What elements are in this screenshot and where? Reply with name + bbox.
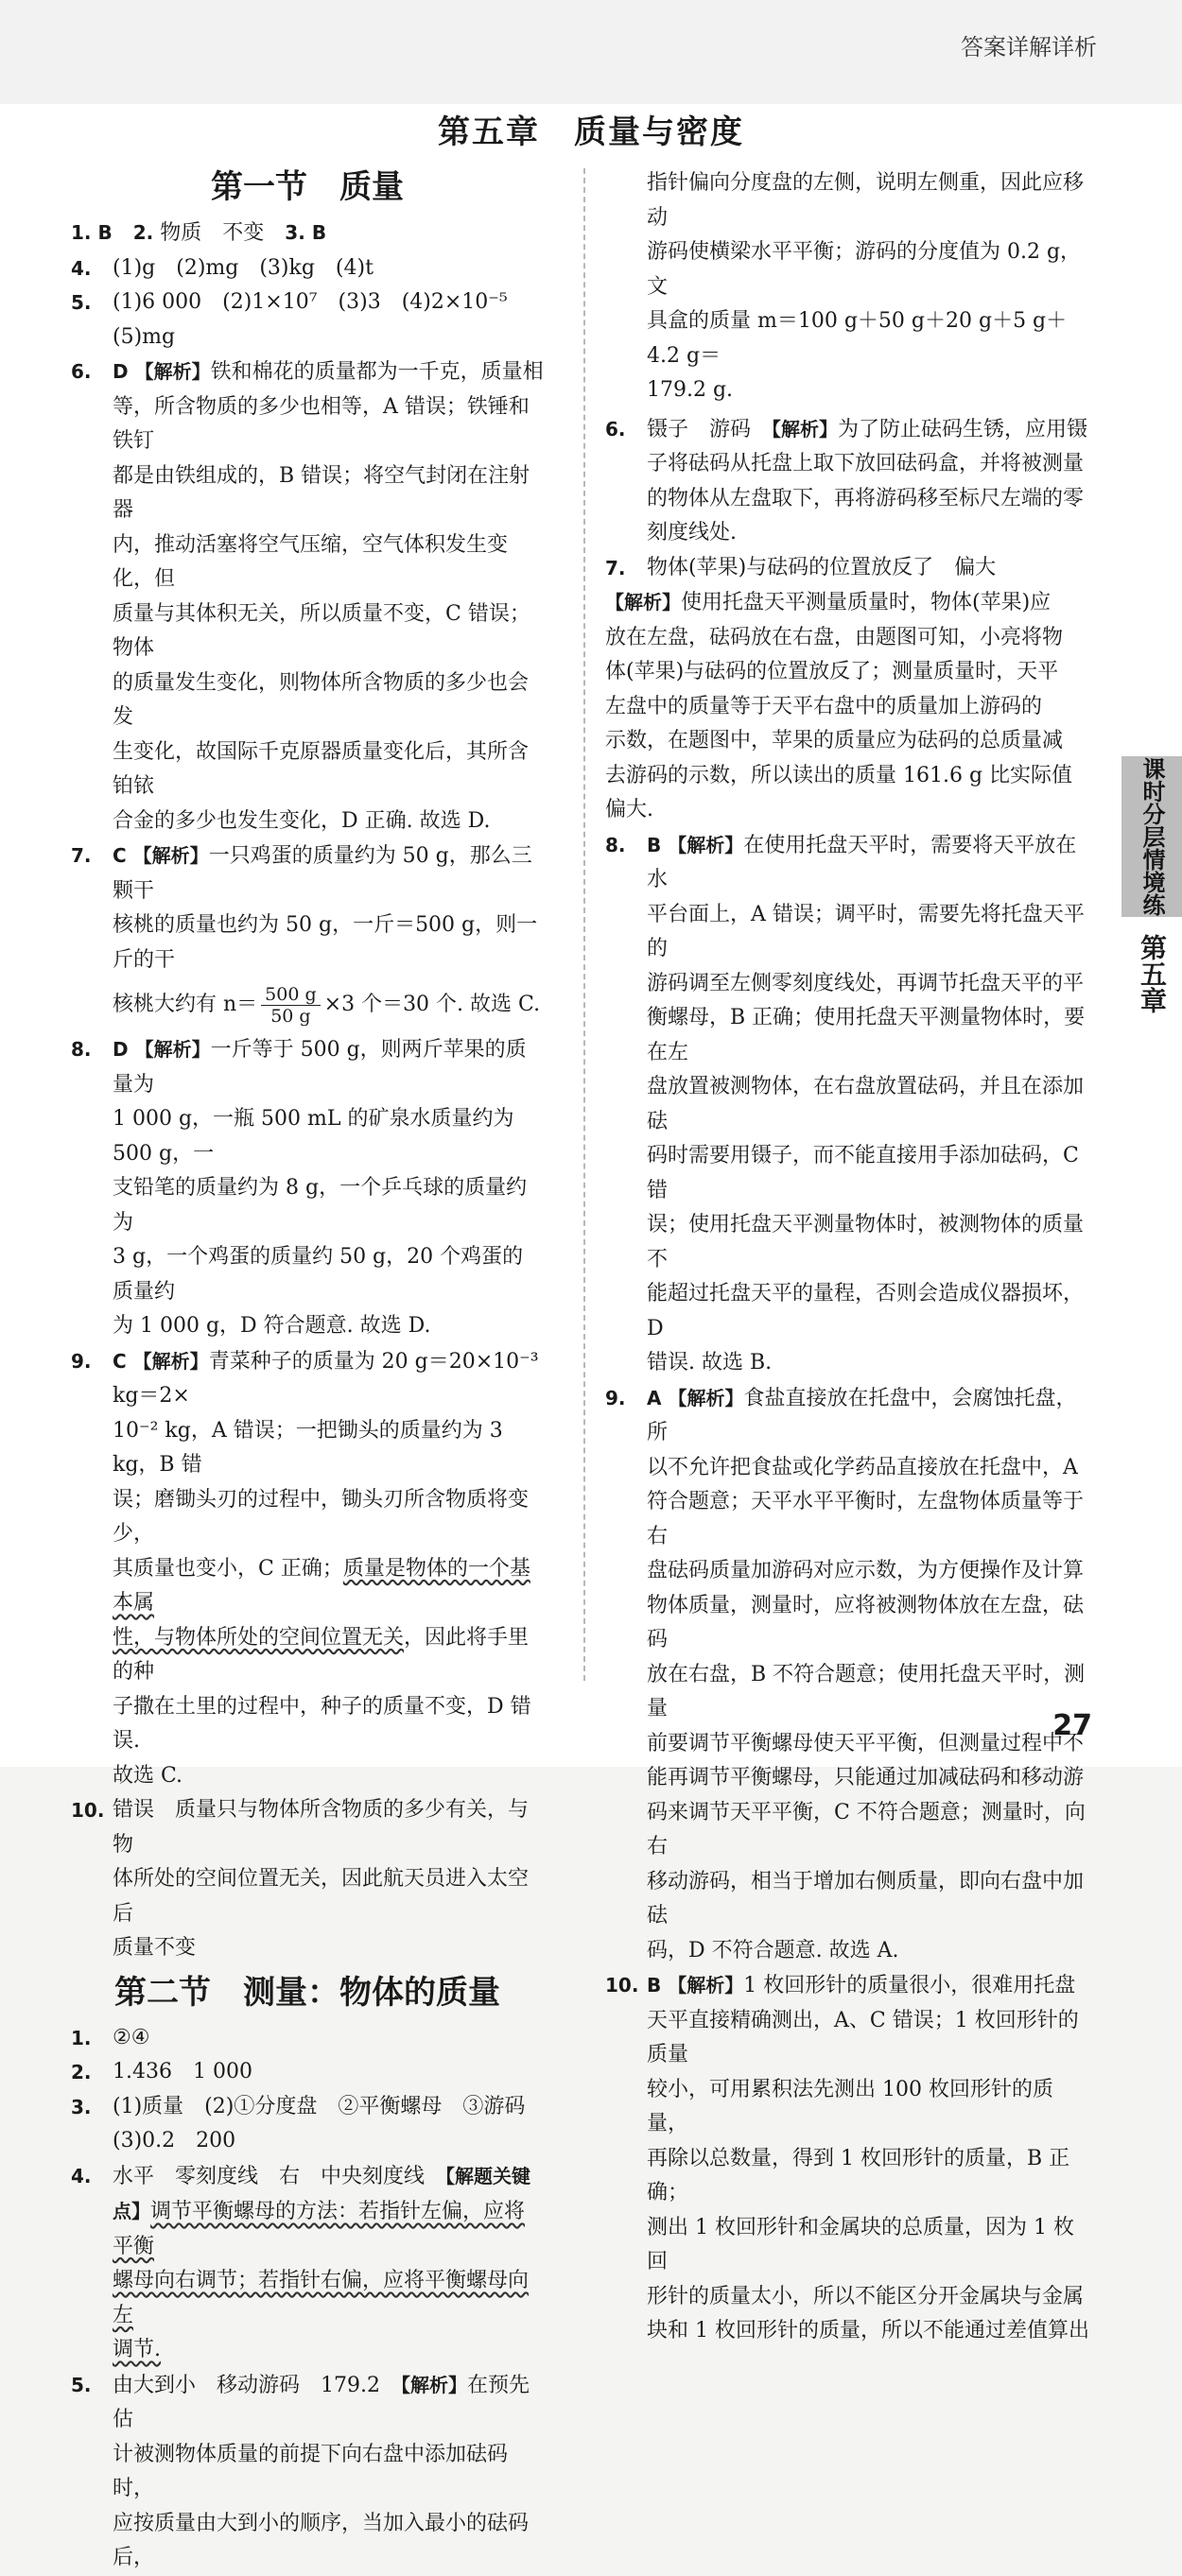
answer-line: 左盘中的质量等于天平右盘中的质量加上游码的 (605, 694, 1043, 718)
column-divider (583, 168, 585, 1681)
answer-line: 移动游码，相当于增加右侧质量，即向右盘中加砝 (647, 1869, 1085, 1928)
answer-item (71, 1793, 544, 1966)
key-point-underline: 螺母向右调节；若指针右偏，应将平衡螺母向左 (113, 2269, 530, 2327)
side-tab-chapter: 第五章 (1137, 934, 1168, 1013)
section-2-title: 第二节 测量：物体的质量 (114, 1973, 500, 2012)
answer-item (605, 412, 1092, 551)
answer-line: 码来调节天平平衡，C 不符合题意；测量时，向右 (647, 1800, 1086, 1859)
key-point-underline: 性，与物体所处的空间位置无关 (113, 1625, 405, 1650)
question-number: 8. (605, 833, 626, 856)
answer-line: 平台面上，A 错误；调平时，需要先将托盘天平的 (647, 902, 1085, 960)
answer-line: 子撒在土里的过程中，种子的质量不变，D 错误. (113, 1694, 531, 1753)
answer-line: 核桃大约有 n＝ (113, 993, 258, 1016)
answer-item (71, 838, 544, 1032)
answer-text (113, 2159, 544, 2195)
answer-segment: 水平 零刻度线 右 中央刻度线 (113, 2164, 446, 2188)
answer-line: 块和 1 枚回形针的质量，所以不能通过差值算出 (647, 2319, 1089, 2343)
answer-line: 去游码的示数，所以读出的质量 161.6 g 比实际值 (605, 763, 1073, 787)
answer-line: 内，推动活塞将空气压缩，空气体积发生变化，但 (113, 532, 509, 591)
answer-text: (1)g (2)mg (3)kg (4)t (113, 255, 374, 280)
answer-line: 能超过托盘天平的量程，否则会造成仪器损坏，D (647, 1282, 1085, 1340)
answer-item (71, 2055, 544, 2090)
answer: B (311, 221, 327, 244)
answer-line: 10⁻² kg，A 错误；一把锄头的质量约为 3 kg，B 错 (113, 1418, 503, 1477)
answer-line: 的质量发生变化，则物体所含物质的多少也会发 (113, 670, 530, 729)
answer-line: 1 000 g，一瓶 500 mL 的矿泉水质量约为 500 g，一 (113, 1107, 514, 1166)
answer-segment: 使用托盘天平测量质量时，物体(苹果)应 (681, 591, 1052, 614)
question-number: 3. (71, 2095, 92, 2118)
question-number: 2. (71, 2061, 92, 2083)
answer-line: 子将砝码从托盘上取下放回砝码盒，并将被测量 (647, 452, 1085, 475)
answer-line: 刻度线处. (647, 521, 737, 545)
answer-line: 能再调节平衡螺母，只能通过加减砝码和移动游 (647, 1766, 1085, 1789)
analysis-tag: 【解析】 (400, 2373, 467, 2396)
answer-line: 计被测物体质量的前提下向右盘中添加砝码时， (113, 2442, 509, 2500)
question-number: 1. (71, 2026, 92, 2049)
answer-segment: 在预先估 (113, 2373, 530, 2431)
analysis-tag: 【解析】 (132, 1349, 209, 1373)
answer-segment: 由大到小 移动游码 179.2 (113, 2373, 401, 2397)
answer-text (647, 828, 1092, 898)
answer-line: 以不允许把食盐或化学药品直接放在托盘中，A (647, 1455, 1078, 1479)
answer-line: 青菜种子的质量为 20 g＝20×10⁻³ kg＝2× (113, 1349, 539, 1408)
page-number: 27 (1052, 1709, 1092, 1742)
answer-line: 支铅笔的质量约为 8 g，一个乒乓球的质量约为 (113, 1176, 528, 1235)
answer-item (605, 828, 1092, 1381)
fraction (261, 984, 320, 1027)
question-number: 5. (71, 291, 92, 314)
answer-continuation (605, 166, 1092, 408)
answer-line: 前要调节平衡螺母使天平平衡，但测量过程中不 (647, 1731, 1085, 1755)
fraction-denominator: 50 g (270, 1005, 311, 1027)
right-column (605, 166, 1092, 2349)
fraction-numerator: 500 g (261, 984, 320, 1006)
answer-line: 游码调至左侧零刻度线处，再调节托盘天平的平 (647, 971, 1085, 995)
answer-line: 误；使用托盘天平测量物体时，被测物体的质量不 (647, 1213, 1085, 1271)
answer-line: 形针的质量太小，所以不能区分开金属块与金属 (647, 2284, 1085, 2308)
answer-line: 误；磨锄头刃的过程中，锄头刃所含物质将变少， (113, 1487, 530, 1546)
analysis-tag: 【解析】 (134, 1038, 211, 1061)
answer-text (647, 1381, 1092, 1451)
analysis-tag: 【解析】 (668, 833, 744, 856)
answer-line: 一斤等于 500 g，则两斤苹果的质量为 (113, 1038, 527, 1097)
chapter-title: 第五章 质量与密度 (438, 113, 744, 151)
answer-line (113, 2264, 544, 2333)
key-point-underline: 调节平衡螺母的方法：若指针左偏，应将平衡 (113, 2200, 526, 2258)
answer-item (71, 2021, 544, 2056)
answer-item (605, 1968, 1092, 2349)
answer-item (71, 2159, 544, 2368)
answer-segment: 为了防止砝码生锈，应用镊 (838, 417, 1088, 441)
answer-line: 一只鸡蛋的质量约为 50 g，那么三颗干 (113, 844, 532, 903)
answer-line: 测出 1 枚回形针和金属块的总质量，因为 1 枚回 (647, 2215, 1074, 2273)
key-point-underline: 质量是物体的一个基本属 (113, 1556, 530, 1615)
question-number: 8. (71, 1038, 92, 1061)
answer-line: 体所处的空间位置无关，因此航天员进入太空后 (113, 1867, 530, 1926)
answer-text: (1)6 000 (2)1×10⁷ (3)3 (4)2×10⁻⁵ (5)mg (113, 290, 529, 349)
answer-item (71, 1344, 544, 1794)
answer-item (71, 1032, 544, 1344)
answer-text (113, 1032, 544, 1102)
answer-line: 应按质量由大到小的顺序，当加入最小的砝码后， (113, 2511, 530, 2569)
question-number: 9. (605, 1386, 626, 1409)
answer-line: (3)0.2 200 (113, 2129, 236, 2152)
answer-line: 错误 质量只与物体所含物质的多少有关，与物 (113, 1798, 530, 1857)
answer-letter: D (113, 1038, 129, 1061)
answer-line: 的物体从左盘取下，再将游码移至标尺左端的零 (647, 486, 1085, 510)
question-number: 2. (132, 221, 154, 244)
answer-text (647, 412, 1092, 448)
answer-letter: C (113, 1349, 127, 1373)
question-number: 4. (71, 2164, 92, 2187)
question-number: 7. (71, 844, 92, 867)
answer-line: 物体质量，测量时，应将被测物体放在左盘，砝码 (647, 1593, 1085, 1651)
answer-line: (1)质量 (2)①分度盘 ②平衡螺母 ③游码 (113, 2094, 526, 2118)
answer-line: 故选 C. (113, 1763, 183, 1788)
answer-text (647, 1968, 1092, 2004)
answer-segment: 镊子 游码 (647, 417, 773, 441)
answer-segment: 食盐直接放在托盘中，会腐蚀托盘，所 (647, 1386, 1077, 1444)
question-number: 10. (605, 1974, 639, 1997)
answer-line: 放在左盘，砝码放在右盘，由题图可知，小亮将物 (605, 625, 1064, 649)
left-column (71, 161, 544, 2576)
answer-letter: B (647, 1974, 662, 1997)
answer-line: 生变化，故国际千克原器质量变化后，其所含铂铱 (113, 739, 530, 798)
answer-text (113, 1344, 544, 1414)
answer-letter: B (647, 833, 662, 856)
page-header (0, 0, 1182, 104)
answer-line (113, 1621, 544, 1690)
answer-item (71, 251, 544, 286)
answer-letter: D (113, 360, 129, 383)
answer-line-fraction (113, 977, 544, 1032)
answer-line: 偏大. (605, 798, 653, 821)
key-point-underline: 调节. (113, 2338, 161, 2361)
answer-text (113, 354, 544, 390)
answer-line: 179.2 g. (647, 378, 734, 402)
answer-line: 盘砝码质量加游码对应示数，为方便操作及计算 (647, 1559, 1085, 1582)
answer-segment: ，因此将手里的种 (113, 1625, 530, 1684)
key-point-tag: 点】 (113, 2200, 150, 2222)
analysis-tag: 【解析】 (772, 417, 839, 441)
answer-line: 核桃的质量也约为 50 g，一斤＝500 g，则一斤的干 (113, 913, 538, 972)
analysis-tag: 【解析】 (134, 360, 211, 383)
question-number: 6. (605, 417, 626, 441)
answer-line (113, 2333, 544, 2368)
answer-segment: 其质量也变小，C 正确； (113, 1556, 343, 1581)
answer-line: 天平直接精确测出，A、C 错误；1 枚回形针的质量 (647, 2008, 1079, 2066)
header-label: 答案详解详析 (961, 34, 1097, 61)
answer-segment: 在使用托盘天平时，需要将天平放在水 (647, 833, 1077, 891)
answer-line: 码时需要用镊子，而不能直接用手添加砝码，C 错 (647, 1144, 1079, 1202)
answer-text: ②④ (113, 2025, 150, 2049)
analysis-tag: 【解析】 (668, 1386, 744, 1409)
answer-line: 都是由铁组成的，B 错误；将空气封闭在注射器 (113, 463, 530, 522)
analysis-tag: 【解析】 (132, 844, 209, 867)
answer-line: 质量与其体积无关，所以质量不变，C 错误；物体 (113, 601, 530, 660)
answer-line: ×3 个＝30 个. 故选 C. (323, 993, 541, 1016)
answer-text (113, 838, 544, 908)
question-number: 7. (605, 556, 626, 579)
key-point-tag: 【解题关键 (445, 2164, 531, 2187)
answer-line: 质量不变 (113, 1936, 197, 1960)
answer-line (113, 2194, 544, 2264)
answer-segment: 1 枚回形针的质量很小，很难用托盘 (743, 1974, 1076, 1997)
answer-letter: C (113, 844, 127, 867)
answer-line: 盘放置被测物体，在右盘放置砝码，并且在添加砝 (647, 1075, 1085, 1133)
answer-line: 再除以总数量，得到 1 枚回形针的质量，B 正确； (647, 2146, 1070, 2204)
answer-text (113, 2368, 544, 2438)
answer-line: 放在右盘，B 不符合题意；使用托盘天平时，测量 (647, 1662, 1086, 1720)
answer-line: 较小，可用累积法先测出 100 枚回形针的质量， (647, 2077, 1053, 2135)
question-number: 1. (71, 221, 92, 244)
question-number: 6. (71, 360, 92, 383)
question-number: 4. (71, 256, 92, 280)
side-tab-series: 课时分层情境练 (1121, 756, 1182, 917)
answer-line: 错误. 故选 B. (647, 1351, 773, 1374)
answer-letter: A (647, 1386, 662, 1409)
answer-item (605, 1381, 1092, 1969)
answer-line: 具盒的质量 m＝100 g＋50 g＋20 g＋5 g＋4.2 g＝ (647, 309, 1068, 368)
question-number: 3. (285, 221, 305, 244)
answer-line: 符合题意；天平水平平衡时，左盘物体质量等于右 (647, 1490, 1085, 1548)
answer-line (113, 1552, 544, 1621)
answer-line: 铁和棉花的质量都为一千克，质量相 (210, 360, 544, 384)
question-number: 9. (71, 1349, 92, 1373)
section-1-title: 第一节 质量 (211, 168, 404, 206)
answer: B (97, 221, 113, 244)
answer-item (71, 2368, 544, 2576)
answer-line: 示数，在题图中，苹果的质量应为砝码的总质量减 (605, 729, 1064, 752)
answer-text: 物体(苹果)与砝码的位置放反了 偏大 (647, 555, 997, 579)
answers-1-3 (71, 216, 544, 251)
answer-line: 游码使横梁水平平衡；游码的分度值为 0.2 g，文 (647, 240, 1082, 299)
answer-item (71, 285, 544, 354)
analysis-tag: 【解析】 (605, 591, 681, 614)
analysis-tag: 【解析】 (668, 1974, 744, 1997)
answer-item (71, 354, 544, 838)
answer-item (605, 551, 1092, 828)
answer-line: 指针偏向分度盘的左侧，说明左侧重，因此应移动 (647, 171, 1085, 230)
answer-line: 等，所含物质的多少也相等，A 错误；铁锤和铁钉 (113, 394, 530, 453)
answer-line: 合金的多少也发生变化，D 正确. 故选 D. (113, 808, 491, 833)
answer: 物质 不变 (160, 221, 265, 245)
answer-line: 码，D 不符合题意. 故选 A. (647, 1938, 899, 1962)
answer-item (71, 2090, 544, 2159)
question-number: 5. (71, 2373, 92, 2396)
answer-line: 3 g，一个鸡蛋的质量约 50 g，20 个鸡蛋的质量约 (113, 1245, 524, 1304)
question-number: 10. (71, 1799, 105, 1822)
answer-line: 为 1 000 g，D 符合题意. 故选 D. (113, 1314, 431, 1338)
answer-text: 1.436 1 000 (113, 2060, 252, 2083)
answer-line: 体(苹果)与砝码的位置放反了；测量质量时，天平 (605, 660, 1059, 683)
answer-line: 衡螺母，B 正确；使用托盘天平测量物体时，要在左 (647, 1006, 1086, 1064)
answer-line (605, 585, 1092, 621)
